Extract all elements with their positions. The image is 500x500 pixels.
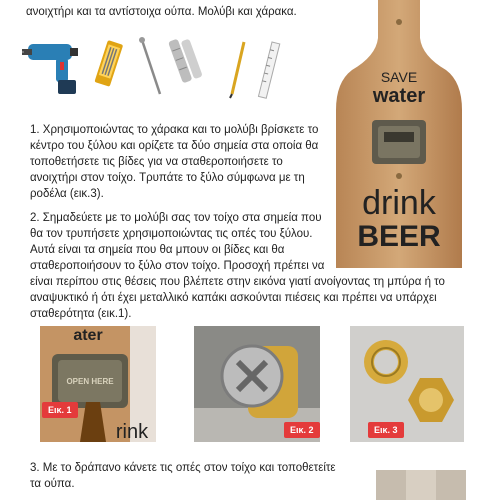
- figure-3-photo: [350, 326, 464, 442]
- figure-2-photo: [194, 326, 320, 442]
- tools-illustration: [22, 36, 302, 100]
- board-drink-text: drink: [362, 184, 436, 222]
- pencil-icon: [230, 42, 244, 98]
- bottle-opener-icon: [372, 120, 426, 164]
- figure-1-photo: [40, 326, 156, 442]
- svg-text:OPEN HERE: OPEN HERE: [66, 377, 114, 386]
- ruler-icon: [258, 42, 279, 98]
- board-water-text: water: [372, 85, 426, 107]
- board-save-text: SAVE: [380, 69, 418, 85]
- svg-text:ater: ater: [73, 327, 103, 344]
- svg-text:rink: rink: [115, 421, 149, 442]
- intro-line: ανοιχτήρι και τα αντίστοιχα ούπα. Μολύβι και χάρακα.: [26, 6, 297, 18]
- wall-plug-icon: [168, 36, 203, 83]
- figure-1-label: Εικ. 1: [42, 402, 78, 418]
- board-beer-text: BEER: [357, 220, 441, 253]
- partial-bottom-photo: [376, 470, 466, 500]
- screw-icon: [139, 37, 160, 94]
- screw-hole-top: [396, 19, 402, 25]
- figure-2-label: Εικ. 2: [284, 422, 320, 438]
- drill-bit-set-icon: [94, 40, 123, 87]
- figure-3-label: Εικ. 3: [368, 422, 404, 438]
- drill-icon: [22, 44, 78, 94]
- bottle-board-image: [334, 0, 464, 268]
